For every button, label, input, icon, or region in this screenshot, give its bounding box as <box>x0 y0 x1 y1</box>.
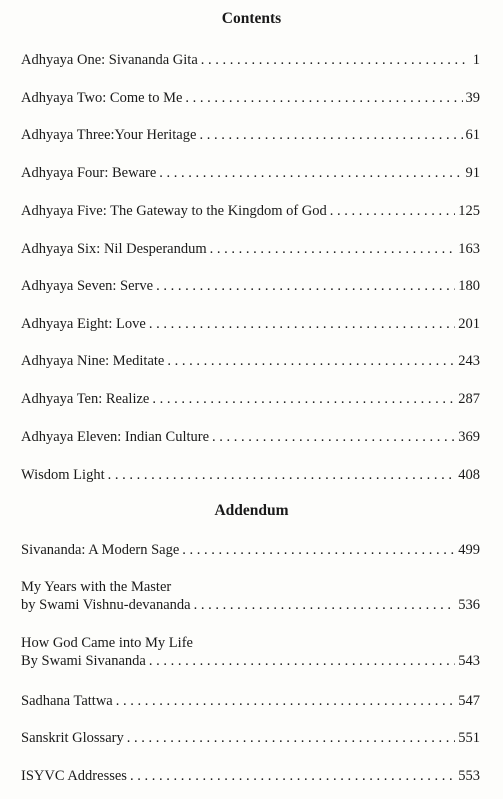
entry-page-number: 201 <box>458 316 480 332</box>
entry-page-number: 369 <box>458 429 480 445</box>
toc-entry[interactable] <box>21 352 480 370</box>
entry-title: Adhyaya Six: Nil Desperandum <box>21 241 207 257</box>
entry-title: Adhyaya Ten: Realize <box>21 391 150 407</box>
dot-leader <box>167 352 455 370</box>
entry-page-number: 551 <box>458 730 480 746</box>
entry-title: Sadhana Tattwa <box>21 693 113 709</box>
dot-leader <box>182 541 455 559</box>
dot-leader <box>108 466 456 484</box>
toc-entry[interactable] <box>21 315 480 333</box>
entry-page-number: 39 <box>465 90 480 106</box>
dot-leader <box>116 692 456 710</box>
toc-entry[interactable] <box>21 51 480 69</box>
entry-page-number: 163 <box>458 241 480 257</box>
entry-page-number: 91 <box>465 165 480 181</box>
toc-entry[interactable] <box>21 126 480 144</box>
entry-title: Adhyaya Four: Beware <box>21 165 157 181</box>
dot-leader <box>152 390 455 408</box>
toc-entry[interactable] <box>21 202 480 220</box>
entry-page-number: 61 <box>465 127 480 143</box>
dot-leader <box>149 315 455 333</box>
toc-entry[interactable] <box>21 466 480 484</box>
entry-page-number: 125 <box>458 203 480 219</box>
entry-page-number: 1 <box>472 52 480 68</box>
dot-leader <box>156 277 455 295</box>
entry-title: Wisdom Light <box>21 467 105 483</box>
toc-entry[interactable] <box>21 390 480 408</box>
dot-leader <box>212 428 455 446</box>
entry-title: ISYVC Addresses <box>21 768 127 784</box>
entry-page-number: 543 <box>458 653 480 669</box>
entry-page-number: 287 <box>458 391 480 407</box>
dot-leader <box>130 767 455 785</box>
entry-title: Adhyaya One: Sivananda Gita <box>21 52 198 68</box>
dot-leader <box>210 240 456 258</box>
entry-page-number: 180 <box>458 278 480 294</box>
dot-leader <box>201 51 470 69</box>
toc-entry[interactable] <box>21 240 480 258</box>
addendum-heading: Addendum <box>214 502 289 519</box>
entry-page-number: 547 <box>458 693 480 709</box>
dot-leader <box>149 652 455 670</box>
dot-leader <box>199 126 462 144</box>
addendum-entry[interactable] <box>21 578 480 614</box>
entry-title: Adhyaya Three:Your Heritage <box>21 127 197 143</box>
addendum-entry[interactable] <box>21 634 480 670</box>
dot-leader <box>194 596 456 614</box>
toc-entry[interactable] <box>21 164 480 182</box>
entry-page-number: 553 <box>458 768 480 784</box>
toc-entry[interactable] <box>21 277 480 295</box>
entry-page-number: 536 <box>458 597 480 613</box>
addendum-entry[interactable] <box>21 541 480 559</box>
entry-page-number: 243 <box>458 353 480 369</box>
entry-title: Adhyaya Two: Come to Me <box>21 90 183 106</box>
entry-title-line1: My Years with the Master <box>21 579 172 595</box>
addendum-entry[interactable] <box>21 729 480 747</box>
entry-title: Adhyaya Eleven: Indian Culture <box>21 429 210 445</box>
entry-title: by Swami Vishnu-devananda <box>21 597 191 613</box>
entry-page-number: 499 <box>458 542 480 558</box>
dot-leader <box>127 729 456 747</box>
dot-leader <box>330 202 455 220</box>
dot-leader <box>185 89 462 107</box>
addendum-entry[interactable] <box>21 692 480 710</box>
entry-page-number: 408 <box>458 467 480 483</box>
toc-entry[interactable] <box>21 428 480 446</box>
toc-entry[interactable] <box>21 89 480 107</box>
dot-leader <box>159 164 462 182</box>
entry-title: Sanskrit Glossary <box>21 730 124 746</box>
entry-title: Sivananda: A Modern Sage <box>21 542 180 558</box>
entry-title: Adhyaya Five: The Gateway to the Kingdom of God <box>21 203 327 219</box>
entry-title-line1: How God Came into My Life <box>21 635 193 651</box>
entry-title: By Swami Sivananda <box>21 653 146 669</box>
entry-title: Adhyaya Seven: Serve <box>21 278 154 294</box>
entry-title: Adhyaya Nine: Meditate <box>21 353 165 369</box>
contents-heading: Contents <box>221 10 282 27</box>
addendum-entry[interactable] <box>21 767 480 785</box>
entry-title: Adhyaya Eight: Love <box>21 316 146 332</box>
